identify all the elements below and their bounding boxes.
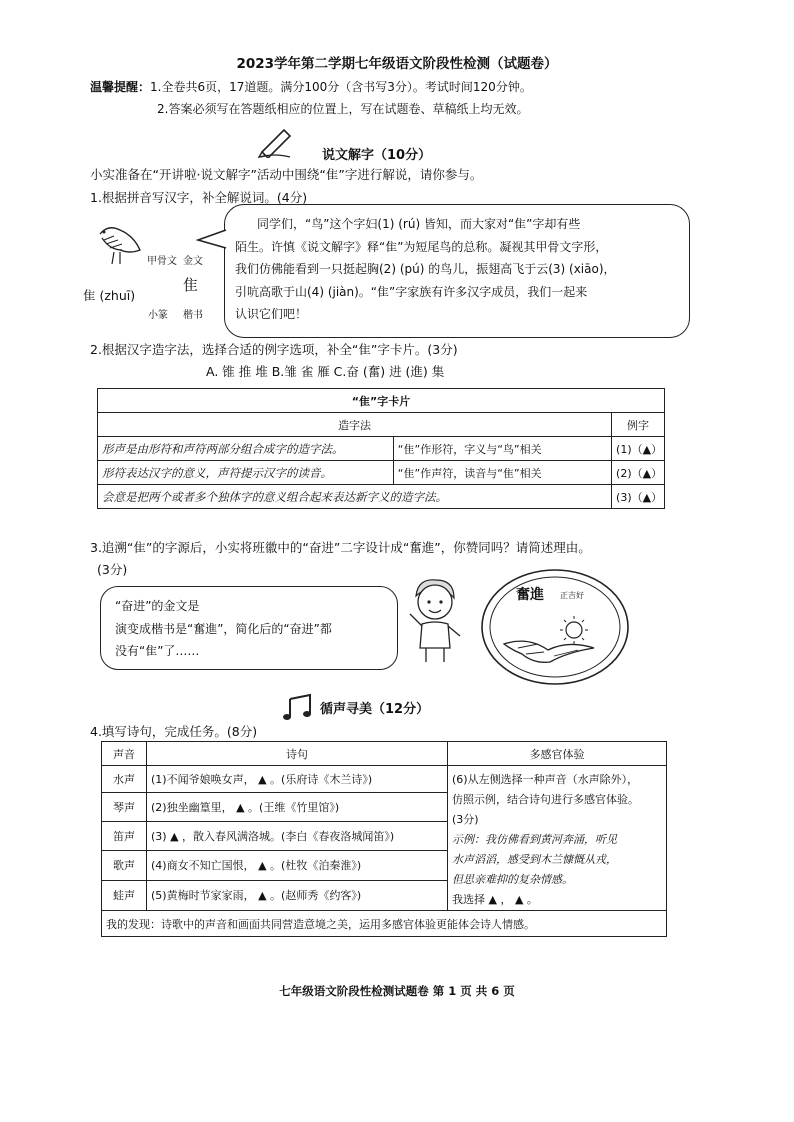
card-row1-desc: 形声是由形符和声符两部分组合成字的造字法。 (98, 437, 394, 461)
card-row3-desc: 会意是把两个或者多个独体字的意义组合起来表达新字义的造字法。 (98, 485, 612, 509)
bronze-label: 金文 (183, 256, 203, 267)
example-line-1: 示例：我仿佛看到黄河奔涌，听见 (452, 833, 617, 846)
student-illustration (402, 574, 466, 666)
poem-table (101, 741, 667, 937)
sense-task-cell (448, 766, 667, 911)
oracle-label: 甲骨文 (147, 256, 177, 267)
q2-prompt: 2.根据汉字造字法，选择合适的例字选项，补全“隹”字卡片。(3分) (90, 342, 458, 357)
sound-1: 水声 (102, 766, 147, 793)
badge-main-text: 奮進 (516, 587, 544, 603)
card-row1-answer: (1)（▲） (612, 437, 665, 461)
poem-line-3: (3) ▲ ，散入春风满洛城。(李白《春夜洛城闻笛》) (147, 821, 448, 850)
q1-line-1: 同学们，“鸟”这个字妇(1) (rú) 皆知，而大家对“隹”字却有些 (257, 217, 581, 231)
regular-script-glyph: 隹 (183, 276, 199, 294)
q1-line-5: 认识它们吧！ (235, 307, 308, 321)
section1-intro: 小实准备在“开讲啦·说文解字”活动中围绕“隹”字进行解说，请你参与。 (90, 167, 483, 182)
q3-prompt: 3.追溯“隹”的字源后，小实将班徽中的“奋进”二字设计成“奮進”，你赞同吗？请简述理由。 (90, 540, 591, 555)
music-note-icon (282, 693, 316, 723)
finding-row: 我的发现：诗歌中的声音和画面共同营造意境之美，运用多感官体验更能体会诗人情感。 (102, 911, 667, 937)
card-row3-answer: (3)（▲） (612, 485, 665, 509)
task6-line-3: (3分) (452, 813, 479, 826)
q1-prompt: 1.根据拼音写汉字，补全解说词。(4分) (90, 190, 308, 205)
q1-speech-bubble (224, 204, 690, 338)
card-header-example: 例字 (612, 413, 665, 437)
q3-bubble-body (115, 595, 332, 663)
poem-line-2: (2)独坐幽篁里， ▲ 。(王维《竹里馆》) (147, 793, 448, 821)
q4-prompt: 4.填写诗句，完成任务。(8分) (90, 724, 258, 739)
class-badge (478, 566, 632, 688)
section2-title: 循声寻美（12分） (320, 702, 430, 717)
example-line-2: 水声滔滔，感受到木兰慷慨从戎， (452, 853, 617, 866)
bird-glyph-icon (90, 220, 150, 276)
pencil-icon (256, 126, 296, 158)
badge-sub-text: 正吉好 (560, 591, 584, 600)
poem-line-1: (1)不闻爷娘唤女声， ▲ 。(乐府诗《木兰诗》) (147, 766, 448, 793)
seal-label: 小篆 (148, 310, 168, 321)
card-row2-desc: 形符表达汉字的意义，声符提示汉字的读音。 (98, 461, 394, 485)
card-row1-rule: “隹”作形符，字义与“鸟”相关 (393, 437, 611, 461)
sound-3: 笛声 (102, 821, 147, 850)
q1-line-4: 引吭高歌于山(4) (jiàn)。“隹”字家族有许多汉字成员，我们一起来 (235, 284, 588, 299)
q1-bubble-body (235, 213, 681, 326)
task6-line-1: (6)从左侧选择一种声音（水声除外）， (452, 773, 639, 786)
card-row2-rule: “隹”作声符，读音与“隹”相关 (393, 461, 611, 485)
header-sound: 声音 (102, 742, 147, 766)
header-poem: 诗句 (147, 742, 448, 766)
example-line-3: 但思亲难抑的复杂情感。 (452, 873, 573, 886)
exam-title: 2023学年第二学期七年级语文阶段性检测（试题卷） (236, 56, 558, 72)
poem-line-4: (4)商女不知亡国恨， ▲ 。(杜牧《泊秦淮》) (147, 851, 448, 880)
q3-bubble-line-3: 没有“隹”了…… (115, 644, 200, 658)
sound-5: 蛙声 (102, 880, 147, 910)
q3-speech-bubble (100, 586, 398, 670)
card-header-method: 造字法 (98, 413, 612, 437)
zhui-char-label: 隹 (zhuī) (83, 288, 136, 303)
sound-2: 琴声 (102, 793, 147, 821)
reminder-1 (90, 78, 532, 95)
reminder-label: 温馨提醒： (90, 80, 151, 94)
choose-line: 我选择 ▲ ， ▲ 。 (452, 893, 538, 906)
sound-4: 歌声 (102, 851, 147, 880)
task6-line-2: 仿照示例，结合诗句进行多感官体验。 (452, 793, 639, 806)
bubble-tail (196, 228, 228, 250)
q3-bubble-line-2: 演变成楷书是“奮進”，简化后的“奋进”都 (115, 621, 332, 636)
page-footer: 七年级语文阶段性检测试题卷 第 1 页 共 6 页 (279, 984, 515, 998)
poem-line-5: (5)黄梅时节家家雨， ▲ 。(赵师秀《约客》) (147, 880, 448, 910)
zhui-character-card (97, 388, 665, 509)
q3-bubble-line-1: “奋进”的金文是 (115, 599, 200, 613)
reminder-1-text: 1.全卷共6页，17道题。满分100分（含书写3分）。考试时间120分钟。 (150, 80, 532, 94)
card-title: “隹”字卡片 (98, 389, 665, 413)
q3-score: (3分) (97, 562, 128, 577)
card-row2-answer: (2)（▲） (612, 461, 665, 485)
q1-line-2: 陌生。许慎《说文解字》释“隹”为短尾鸟的总称。凝视其甲骨文字形， (235, 239, 608, 254)
regular-label: 楷书 (183, 310, 203, 321)
q2-options: A. 锥 推 堆 B.雏 雀 雁 C.奋 (奮) 进 (進) 集 (206, 364, 445, 379)
q1-line-3: 我们仿佛能看到一只挺起胸(2) (pú) 的鸟儿，振翅高飞于云(3) (xiāo)， (235, 262, 616, 276)
reminder-2: 2.答案必须写在答题纸相应的位置上，写在试题卷、草稿纸上均无效。 (157, 102, 529, 116)
header-sense: 多感官体验 (448, 742, 667, 766)
section1-title: 说文解字（10分） (322, 148, 432, 163)
